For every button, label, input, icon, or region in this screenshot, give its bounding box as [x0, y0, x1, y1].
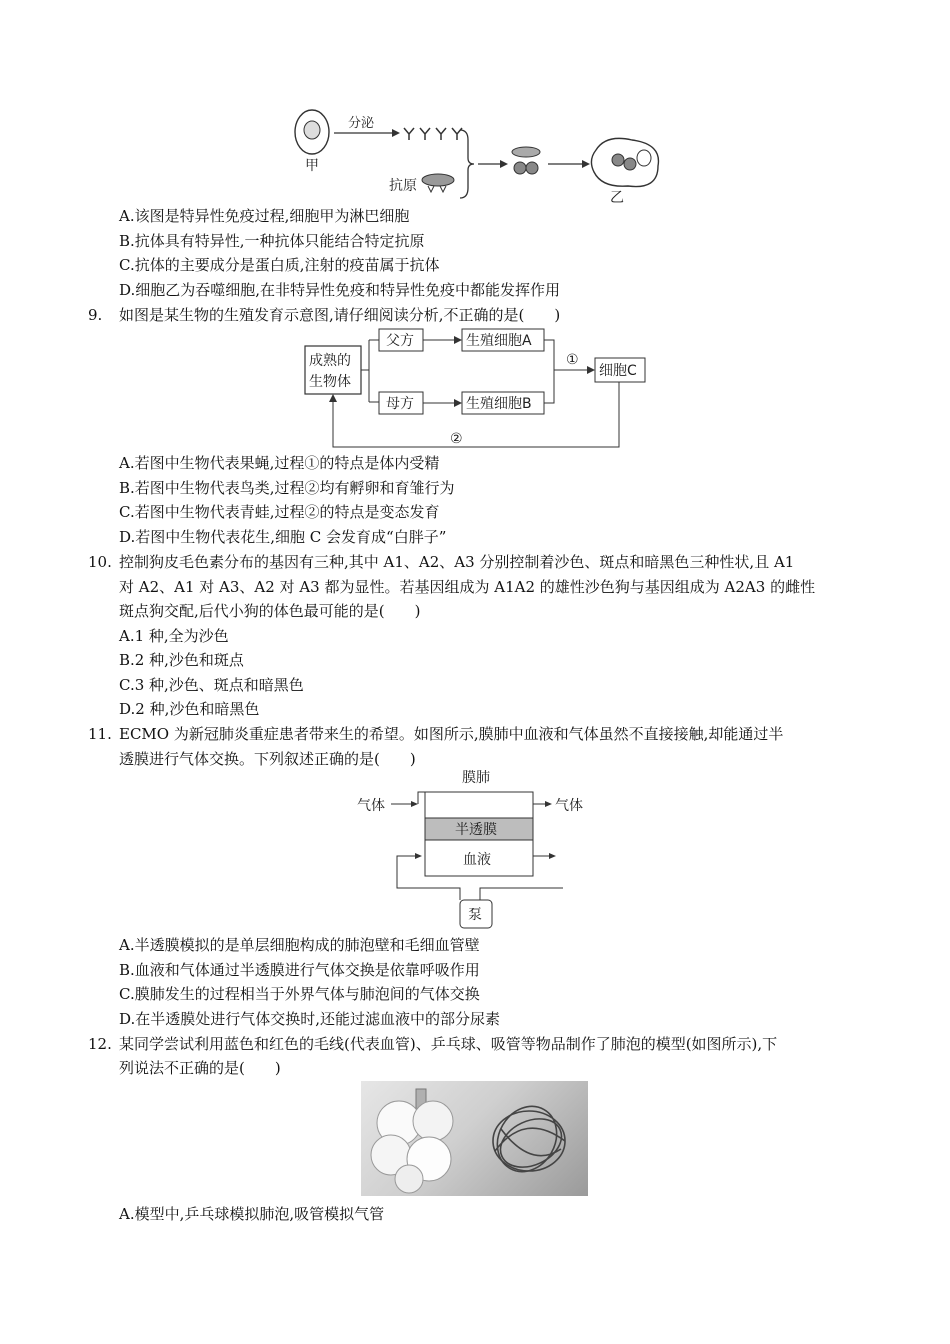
q11-option-a: A.半透膜模拟的是单层细胞构成的肺泡壁和毛细血管壁	[119, 936, 480, 954]
pump-label: 泵	[468, 907, 482, 923]
ping-pong-ball	[413, 1101, 453, 1141]
q11-option-b: B.血液和气体通过半透膜进行气体交换是依靠呼吸作用	[119, 961, 480, 979]
cell-c-label: 细胞C	[599, 363, 637, 379]
brace	[460, 130, 474, 198]
arrowhead	[454, 336, 462, 344]
antibody-icons	[404, 128, 462, 140]
gas-chamber	[425, 792, 533, 818]
q8-option-c: C.抗体的主要成分是蛋白质,注射的疫苗属于抗体	[119, 256, 440, 274]
loop-arrowhead	[329, 394, 337, 402]
q10-number: 10.	[88, 553, 112, 571]
phagocyte-arrowhead	[582, 160, 590, 168]
father-label: 父方	[386, 333, 414, 349]
arrowhead	[549, 853, 556, 859]
q9-number: 9.	[88, 306, 103, 324]
cell-a-label: 甲	[305, 158, 319, 174]
gamete-a-label: 生殖细胞A	[466, 333, 532, 349]
q12-option-a: A.模型中,乒乓球模拟肺泡,吸管模拟气管	[119, 1205, 385, 1223]
q9-option-d: D.若图中生物代表花生,细胞 C 会发育成“白胖子”	[119, 528, 447, 546]
immune-diagram	[290, 108, 670, 208]
brace-arrowhead	[500, 160, 508, 168]
q11-option-d: D.在半透膜处进行气体交换时,还能过滤血液中的部分尿素	[119, 1010, 501, 1028]
lung-model-illustration	[361, 1081, 588, 1196]
cell-b-content	[624, 158, 636, 170]
merge-lines	[544, 340, 587, 403]
membrane-label: 半透膜	[455, 822, 497, 838]
yarn-vessels	[486, 1096, 570, 1183]
arrowhead	[454, 399, 462, 407]
q11-stem-line-2: 透膜进行气体交换。下列叙述正确的是( )	[119, 750, 416, 768]
gas-in-label: 气体	[357, 798, 385, 814]
q12-number: 12.	[88, 1035, 112, 1053]
arrowhead	[411, 801, 418, 807]
arrowhead	[415, 853, 422, 859]
mother-label: 母方	[386, 396, 414, 412]
arrowhead	[545, 801, 552, 807]
q12-stem-line-1: 某同学尝试利用蓝色和红色的毛线(代表血管)、乒乓球、吸管等物品制作了肺泡的模型(如图所示),下	[119, 1035, 778, 1053]
ecmo-title: 膜肺	[462, 770, 490, 786]
q10-option-d: D.2 种,沙色和暗黑色	[119, 700, 260, 718]
antigen-label: 抗原	[389, 178, 417, 194]
cell-a-nucleus	[304, 121, 320, 139]
q11-stem-line-1: ECMO 为新冠肺炎重症患者带来生的希望。如图所示,膜肺中血液和气体虽然不直接接触,却能通过半	[119, 725, 784, 743]
ecmo-diagram	[355, 766, 595, 936]
reproduction-diagram	[300, 326, 660, 454]
cell-b-content	[612, 154, 624, 166]
secrete-arrowhead	[392, 129, 400, 137]
q10-option-a: A.1 种,全为沙色	[119, 627, 229, 645]
complex-icon	[512, 147, 540, 174]
q11-number: 11.	[88, 725, 112, 743]
secrete-label: 分泌	[348, 116, 375, 131]
merge-arrowhead	[587, 366, 595, 374]
q10-option-b: B.2 种,沙色和斑点	[119, 651, 244, 669]
q10-stem-line-1: 控制狗皮毛色素分布的基因有三种,其中 A1、A2、A3 分别控制着沙色、斑点和暗黑色三种性状,且 A1	[119, 553, 795, 571]
q8-option-d: D.细胞乙为吞噬细胞,在非特异性免疫和特异性免疫中都能发挥作用	[119, 281, 561, 299]
cell-b-nucleus	[637, 150, 651, 166]
q10-stem-line-3: 斑点狗交配,后代小狗的体色最可能的是( )	[119, 602, 421, 620]
q9-option-a: A.若图中生物代表果蝇,过程①的特点是体内受精	[119, 454, 440, 472]
blood-label: 血液	[463, 852, 491, 868]
q9-stem: 如图是某生物的生殖发育示意图,请仔细阅读分析,不正确的是( )	[119, 306, 561, 324]
q8-option-b: B.抗体具有特异性,一种抗体只能结合特定抗原	[119, 232, 425, 250]
antigen-icon	[422, 174, 454, 192]
lung-model-photo	[361, 1081, 588, 1196]
step-2-label: ②	[450, 431, 463, 447]
gas-out-label: 气体	[555, 798, 583, 814]
cell-b-label: 乙	[610, 190, 624, 206]
step-1-label: ①	[566, 352, 579, 368]
q9-option-b: B.若图中生物代表鸟类,过程②均有孵卵和育雏行为	[119, 479, 455, 497]
gamete-b-label: 生殖细胞B	[466, 396, 532, 412]
q8-option-a: A.该图是特异性免疫过程,细胞甲为淋巴细胞	[119, 207, 410, 225]
q9-option-c: C.若图中生物代表青蛙,过程②的特点是变态发育	[119, 503, 440, 521]
ping-pong-ball	[395, 1165, 423, 1193]
branch-left	[361, 340, 379, 402]
organism-label-2: 生物体	[309, 374, 351, 390]
q11-option-c: C.膜肺发生的过程相当于外界气体与肺泡间的气体交换	[119, 985, 480, 1003]
q10-stem-line-2: 对 A2、A1 对 A3、A2 对 A3 都为显性。若基因组成为 A1A2 的雄性沙色狗与基因组成为 A2A3 的雌性	[119, 578, 816, 596]
q12-stem-line-2: 列说法不正确的是( )	[119, 1059, 281, 1077]
organism-label-1: 成熟的	[309, 353, 351, 369]
q10-option-c: C.3 种,沙色、斑点和暗黑色	[119, 676, 304, 694]
